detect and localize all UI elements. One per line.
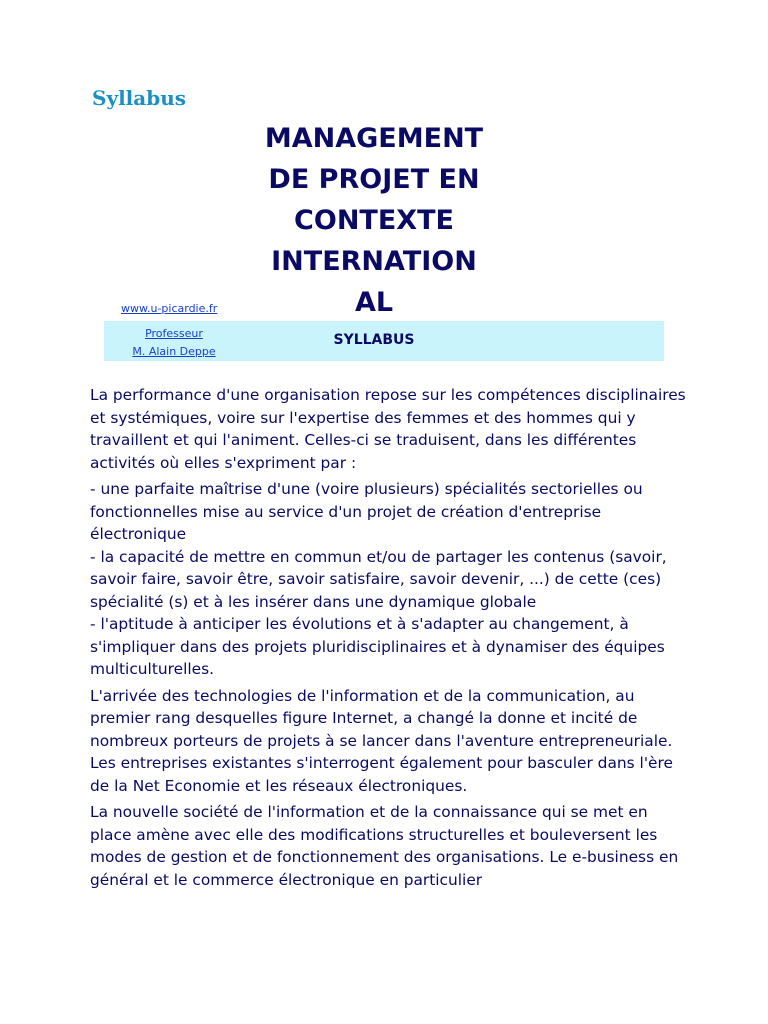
professor-info[interactable]	[122, 325, 226, 361]
section-title: SYLLABUS	[333, 332, 415, 348]
body-text	[90, 384, 690, 895]
paragraph: L'arrivée des technologies de l'information et de la communication, au premier rang desquelles figure Internet, a changé la donne et incité de nombreux porteurs de projets à se lancer dans l'aventure entrepreneuriale. Les entreprises existantes s'interrogent également pour basculer dans l'ère de la Net Economie et les réseaux électroniques.	[90, 686, 673, 795]
list-item: - une parfaite maîtrise d'une (voire plusieurs) spécialités sectorielles ou fonctionnelles mise au service d'un projet de création d'entreprise électronique	[90, 480, 643, 543]
course-title-line: CONTEXTE	[294, 205, 454, 236]
syllabus-heading: Syllabus	[92, 86, 187, 110]
course-title-line: INTERNATION	[271, 246, 477, 277]
course-title-line: AL	[354, 287, 394, 318]
list-item: - la capacité de mettre en commun et/ou de partager les contenus (savoir, savoir faire, savoir être, savoir satisfaire, savoir devenir, ...) de cette (ces) spécialité (s) et à les insérer dans une dynamique globale	[90, 547, 667, 611]
list-item: - l'aptitude à anticiper les évolutions et à s'adapter au changement, à s'impliquer dans des projets pluridisciplinaires et à dynamiser des équipes multiculturelles.	[90, 615, 665, 678]
course-title-line: DE PROJET EN	[268, 164, 480, 195]
professor-label[interactable]: Professeur	[145, 327, 203, 340]
paragraph: La nouvelle société de l'information et de la connaissance qui se met en place amène avec elle des modifications structurelles et bouleversent les modes de gestion et de fonctionnement des organisations. Le e-business en général et le commerce électronique en particulier	[90, 803, 679, 889]
intro-paragraph: La performance d'une organisation repose sur les compétences disciplinaires et systémiques, voire sur l'expertise des femmes et des hommes qui y travaillent et qui l'animent. Celles-ci se traduisent, dans les différentes activités où elles s'expriment par :	[90, 386, 686, 472]
professor-name[interactable]: M. Alain Deppe	[132, 345, 216, 358]
university-website-link[interactable]: www.u-picardie.fr	[121, 302, 218, 315]
course-title-line: MANAGEMENT	[264, 123, 484, 154]
course-title	[240, 118, 508, 323]
